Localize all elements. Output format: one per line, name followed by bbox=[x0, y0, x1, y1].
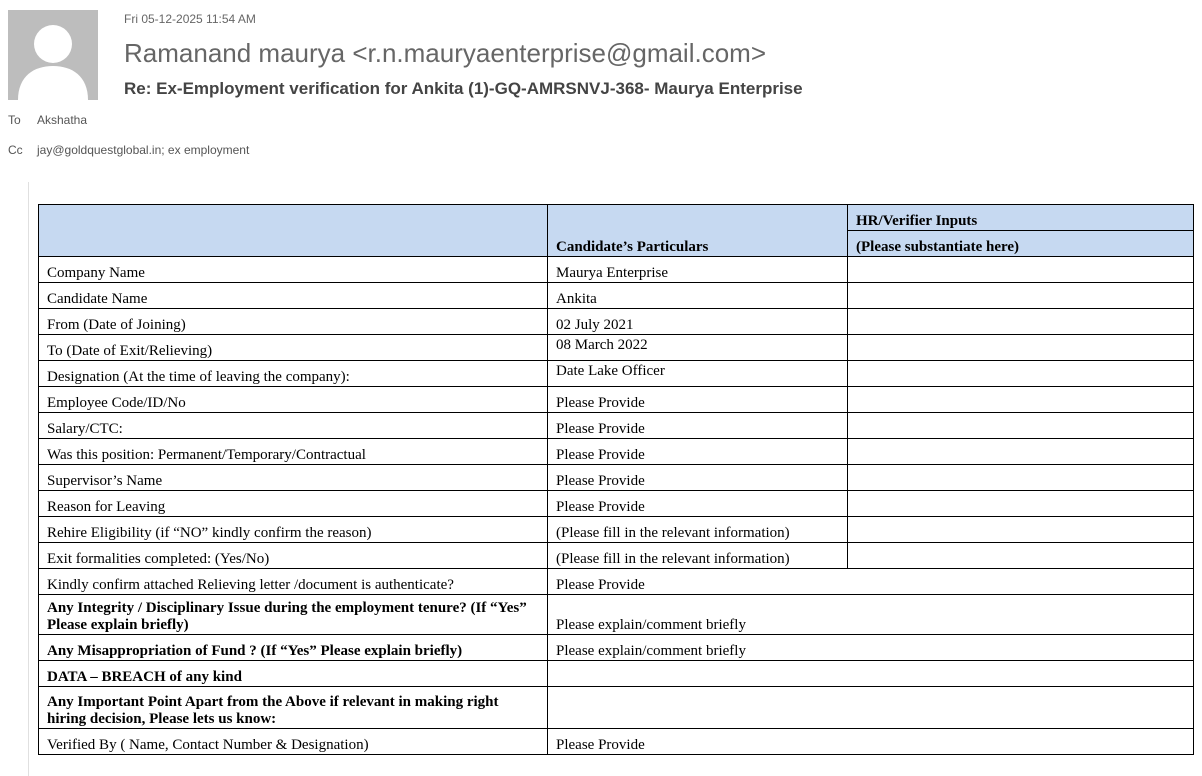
row-label: Designation (At the time of leaving the company): bbox=[39, 361, 548, 387]
table-row bbox=[39, 465, 1194, 491]
email-sender[interactable]: Ramanand maurya <r.n.mauryaenterprise@gmail.com> bbox=[124, 38, 767, 68]
row-label: Reason for Leaving bbox=[39, 491, 548, 517]
table-row bbox=[39, 595, 1194, 635]
row-value: 08 March 2022 bbox=[548, 335, 848, 361]
table-row bbox=[39, 309, 1194, 335]
row-label: Exit formalities completed: (Yes/No) bbox=[39, 543, 548, 569]
verifier-input-cell[interactable] bbox=[848, 491, 1194, 517]
table-row bbox=[39, 283, 1194, 309]
verifier-input-cell[interactable] bbox=[848, 387, 1194, 413]
verifier-input-cell[interactable] bbox=[848, 257, 1194, 283]
row-label: Any Important Point Apart from the Above if relevant in making right hiring decision, Please lets us know: bbox=[39, 687, 548, 729]
table-row bbox=[39, 687, 1194, 729]
header-blank-cell bbox=[39, 205, 548, 257]
row-label: Candidate Name bbox=[39, 283, 548, 309]
row-label: Kindly confirm attached Relieving letter /document is authenticate? bbox=[39, 569, 548, 595]
row-value[interactable] bbox=[548, 661, 1194, 687]
table-row bbox=[39, 361, 1194, 387]
verifier-input-cell[interactable] bbox=[848, 413, 1194, 439]
header-substantiate: (Please substantiate here) bbox=[848, 231, 1194, 257]
row-value: (Please fill in the relevant information) bbox=[548, 543, 848, 569]
email-subject: Re: Ex-Employment verification for Ankita (1)-GQ-AMRSNVJ-368- Maurya Enterprise bbox=[124, 79, 803, 98]
row-label: Salary/CTC: bbox=[39, 413, 548, 439]
table-row bbox=[39, 543, 1194, 569]
to-recipient[interactable]: Akshatha bbox=[37, 113, 88, 127]
verification-table bbox=[38, 204, 1194, 755]
row-label: Supervisor’s Name bbox=[39, 465, 548, 491]
header-candidate-particulars: Candidate’s Particulars bbox=[548, 205, 848, 257]
cc-recipients[interactable]: jay@goldquestglobal.in; ex employment bbox=[37, 143, 250, 157]
verifier-input-cell[interactable] bbox=[848, 283, 1194, 309]
cc-label: Cc bbox=[8, 143, 23, 157]
verifier-input-cell[interactable] bbox=[848, 465, 1194, 491]
table-row bbox=[39, 491, 1194, 517]
row-value: Please Provide bbox=[548, 465, 848, 491]
row-label: Any Integrity / Disciplinary Issue during the employment tenure? (If “Yes” Please explain briefly) bbox=[39, 595, 548, 635]
row-value: Maurya Enterprise bbox=[548, 257, 848, 283]
row-value: Please Provide bbox=[548, 569, 1194, 595]
table-row bbox=[39, 635, 1194, 661]
table-row bbox=[39, 257, 1194, 283]
header-hr-verifier-inputs: HR/Verifier Inputs bbox=[848, 205, 1194, 231]
verifier-input-cell[interactable] bbox=[848, 543, 1194, 569]
table-row bbox=[39, 569, 1194, 595]
table-row bbox=[39, 413, 1194, 439]
row-value: Date Lake Officer bbox=[548, 361, 848, 387]
row-value: 02 July 2021 bbox=[548, 309, 848, 335]
row-value: Please Provide bbox=[548, 439, 848, 465]
to-label: To bbox=[8, 113, 21, 127]
table-row bbox=[39, 387, 1194, 413]
verifier-input-cell[interactable] bbox=[848, 361, 1194, 387]
table-row bbox=[39, 335, 1194, 361]
row-value: Please Provide bbox=[548, 729, 1194, 755]
row-label: Company Name bbox=[39, 257, 548, 283]
row-label: To (Date of Exit/Relieving) bbox=[39, 335, 548, 361]
row-value: Ankita bbox=[548, 283, 848, 309]
table-header-row bbox=[39, 205, 1194, 231]
row-label: Any Misappropriation of Fund ? (If “Yes” Please explain briefly) bbox=[39, 635, 548, 661]
verifier-input-cell[interactable] bbox=[848, 439, 1194, 465]
row-value: Please explain/comment briefly bbox=[548, 595, 1194, 635]
row-label: Rehire Eligibility (if “NO” kindly confirm the reason) bbox=[39, 517, 548, 543]
person-icon bbox=[8, 10, 98, 100]
row-value: Please Provide bbox=[548, 491, 848, 517]
row-value: (Please fill in the relevant information) bbox=[548, 517, 848, 543]
email-date: Fri 05-12-2025 11:54 AM bbox=[124, 12, 256, 26]
row-value: Please Provide bbox=[548, 413, 848, 439]
verifier-input-cell[interactable] bbox=[848, 309, 1194, 335]
message-body-rule bbox=[28, 182, 29, 776]
row-value[interactable] bbox=[548, 687, 1194, 729]
table-row bbox=[39, 661, 1194, 687]
row-label: Was this position: Permanent/Temporary/Contractual bbox=[39, 439, 548, 465]
row-value: Please explain/comment briefly bbox=[548, 635, 1194, 661]
table-row bbox=[39, 517, 1194, 543]
table-row bbox=[39, 729, 1194, 755]
verifier-input-cell[interactable] bbox=[848, 335, 1194, 361]
sender-avatar bbox=[8, 10, 98, 100]
row-value: Please Provide bbox=[548, 387, 848, 413]
row-label: Employee Code/ID/No bbox=[39, 387, 548, 413]
row-label: From (Date of Joining) bbox=[39, 309, 548, 335]
verifier-input-cell[interactable] bbox=[848, 517, 1194, 543]
table-row bbox=[39, 439, 1194, 465]
row-label: DATA – BREACH of any kind bbox=[39, 661, 548, 687]
row-label: Verified By ( Name, Contact Number & Designation) bbox=[39, 729, 548, 755]
